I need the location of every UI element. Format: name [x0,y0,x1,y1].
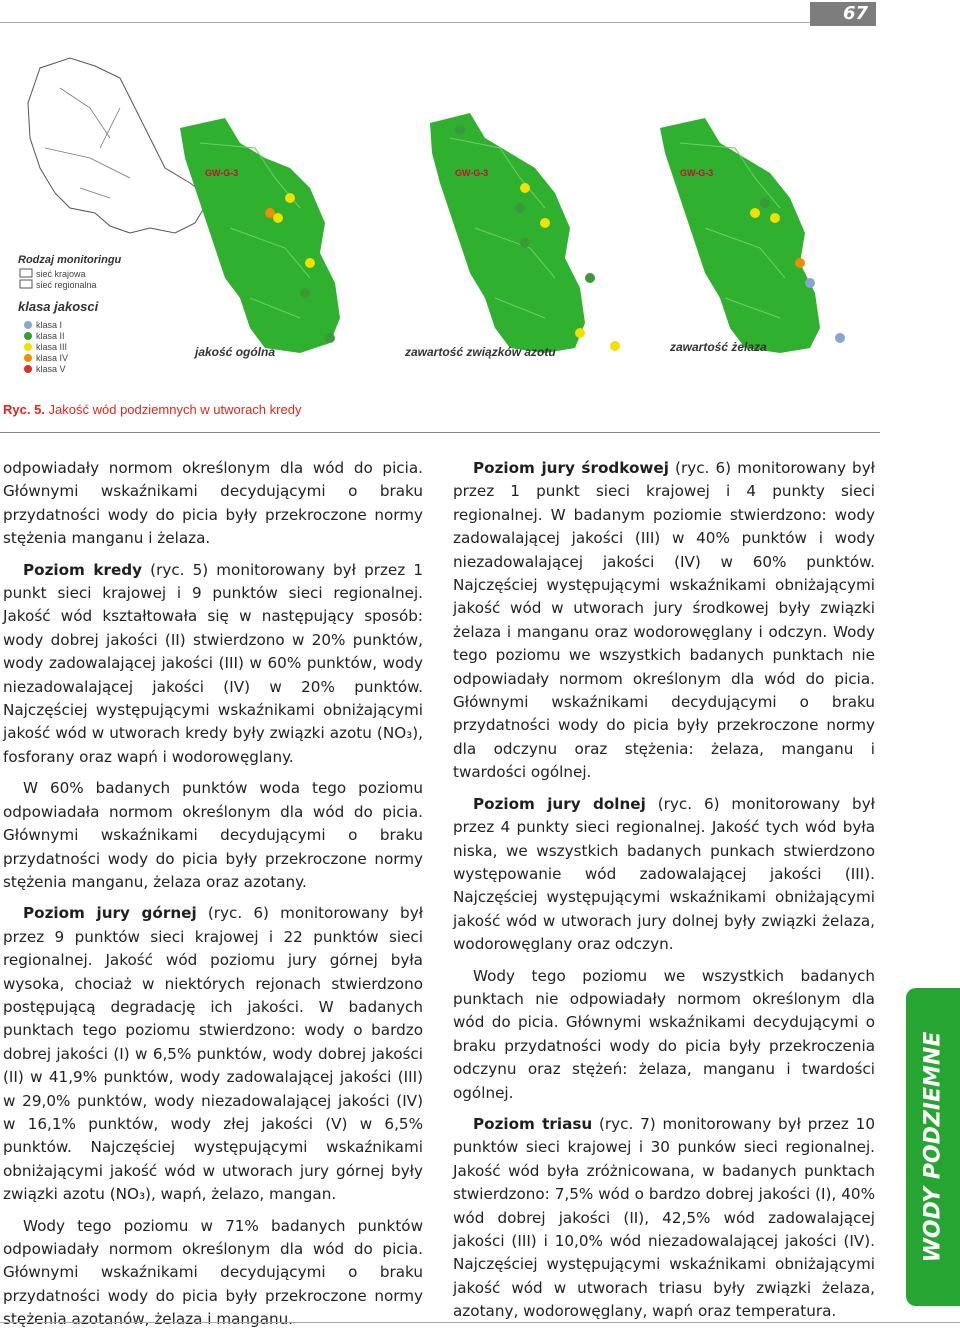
map-label-1: jakość ogólna [195,345,276,359]
left-p4-text: (ryc. 6) monitorowany był przez 9 punktów sieci krajowej i 22 punktów sieci regionalnej. Jakość wód poziomu jury górnej była wysoka, chociaż w niektórych rejonach stwierdzono postępującą degradację ich jakości. W badanych punktach tego poziomu stwierdzono: wody o bardzo dobrej jakości (I) w 6,5% punktów, wody dobrej jakości (II) w 41,9% punktów, wody zadowalającej jakości (III) w 29,0% punktów, wody niezadowalającej jakości (IV) w 16,1% punktów, wody złej jakości (V) w 6,5% punktów. Najczęściej występującymi wskaźnikami obniżającymi jakość wód w utworach jury górnej były związki azotu (NO₃), wapń, żelazo, mangan. [3,904,424,1204]
right-p2-lead: Poziom jury dolnej [473,794,646,813]
right-paragraph-4 [453,1113,875,1324]
legend-regionalna: sieć regionalna [36,280,97,290]
legend [18,254,122,374]
right-p1-text: (ryc. 6) monitorowany był przez 1 punkt sieci krajowej i 4 punkty sieci regionalnej. W badanym poziomie stwierdzono: wody zadowalającej jakości (III) w 40% punktów i wody niezadowalającej jakości (IV) w 60% punktów. Najczęściej występującymi wskaźnikami obniżającymi jakość wód w utworach jury środkowej były związki żelaza i manganu oraz wodorowęglany i odczyn. Wody tego poziomu we wszystkich badanych punktach nie odpowiadały normom określonym dla wód do picia. Głównymi wskaźnikami decydującymi o braku przydatności wody do picia były przekroczone normy dla odczynu oraz stężenia: żelaza, manganu i twardości ogólnej. [453,459,875,782]
right-paragraph-1 [453,457,875,785]
legend-class-3: klasa III [36,342,68,352]
right-p1-lead: Poziom jury środkowej [473,459,669,477]
caption-text: Jakość wód podziemnych w utworach kredy [48,402,302,417]
right-p3-text: Wody tego poziomu we wszystkich badanych punktach nie odpowiadały normom określonym dla wód do picia. Głównymi wskaźnikami decydującymi o braku przydatności wody do picia były przekroczenia odczynu oraz stężeń: żelaza, manganu i twardości ogólnej. [453,966,875,1102]
legend-title-monitoring: Rodzaj monitoringu [18,254,122,266]
legend-title-klasa: klasa jakosci [18,299,99,314]
region-outline-map [28,58,210,233]
maps-svg [0,48,880,388]
left-p1-text: odpowiadały normom określonym dla wód do picia. Głównymi wskaźnikami decydującymi o braku przydatności wody do picia były przekroczone normy stężenia manganu i żelaza. [3,459,423,548]
right-p2-text: (ryc. 6) monitorowany był przez 4 punkty sieci regionalnej. Jakość tych wód była niska, we wszystkich badanych punkach stwierdzono występowanie wód zadowalającej jakości (III). Najczęściej występującymi wskaźnikami obniżającymi jakość wód w utworach jury dolnej były związki żelaza, wodorowęglany oraz odczyn. [453,794,875,954]
footer-rule [0,1322,960,1323]
left-paragraph-4 [3,902,423,1206]
map-zawartosc-azotu [404,113,620,359]
legend-class-5: klasa V [36,364,66,374]
left-p4-lead: Poziom jury górnej [23,904,197,923]
map-label-3: zawartość żelaza [670,340,767,354]
header-rule [0,22,810,23]
legend-class-1: klasa I [36,320,63,330]
legend-class-4: klasa IV [36,353,69,363]
map-jakosc-ogolna [180,118,340,359]
left-p2-lead: Poziom kredy [23,560,143,579]
left-paragraph-1 [3,457,423,551]
right-paragraph-2 [453,793,875,957]
right-p4-lead: Poziom triasu [473,1114,593,1133]
right-paragraph-3 [453,965,875,1105]
gw-label-1: GW-G-3 [205,168,239,178]
caption-prefix: Ryc. 5. [3,402,45,417]
page-number: 67 [810,2,876,26]
left-p2-text: (ryc. 5) monitorowany był przez 1 punkt sieci krajowej i 9 punktów sieci regionalnej. Jakość wód kształtowała się w następujący sposób: wody dobrej jakości (II) stwierdzono w 20% punktów, wody zadowalającej jakości (III) w 60% punktów, wody niezadowalającej jakości (IV) w 20% punktów. Najczęściej występującymi wskaźnikami obniżającymi jakość wód w utworach kredy były związki azotu (NO₃), fosforany oraz wapń i wodorowęglany. [3,560,423,766]
left-paragraph-2 [3,559,423,770]
right-column [453,457,875,1332]
left-paragraph-3 [3,777,423,894]
left-paragraph-5 [3,1215,423,1332]
figure-caption [3,402,301,417]
left-column [3,457,423,1340]
left-p5-text: Wody tego poziomu w 71% badanych punktów odpowiadały normom określonym dla wód do picia. Głównymi wskaźnikami decydującymi o braku przydatności wody do picia były przekroczone normy stężenia azotanów, żelaza i manganu. [3,1216,423,1329]
legend-krajowa: sieć krajowa [36,269,86,279]
map-label-2: zawartość związków azotu [405,345,556,359]
gw-label-3: GW-G-3 [680,168,714,178]
figure-maps [0,48,880,388]
section-side-tab-label: WODY PODZIEMNE [920,1031,946,1263]
caption-rule [0,432,880,433]
right-p4-text: (ryc. 7) monitorowany był przez 10 punktów sieci krajowej i 30 punków sieci regionalnej. Jakość wód była zróżnicowana, w badanych punktach stwierdzono: 7,5% wód o bardzo dobrej jakości (I), 40% wód dobrej jakości (II), 42,5% wód zadowalającej jakości (III) i 10,0% wód niezadowalającej jakości (IV). Najczęściej występującymi wskaźnikami obniżającymi jakość wód w utworach triasu były związki żelaza, azotany, wodorowęglany, wapń oraz temperatura. [453,1114,876,1321]
gw-label-2: GW-G-3 [455,168,489,178]
map-zawartosc-zelaza [660,118,845,354]
left-p3-text: W 60% badanych punktów woda tego poziomu odpowiadała normom określonym dla wód do picia. Głównymi wskaźnikami decydującymi o braku przydatności wody do picia były przekroczone normy stężenia manganu, żelaza oraz azotany. [3,779,423,891]
legend-class-2: klasa II [36,331,65,341]
